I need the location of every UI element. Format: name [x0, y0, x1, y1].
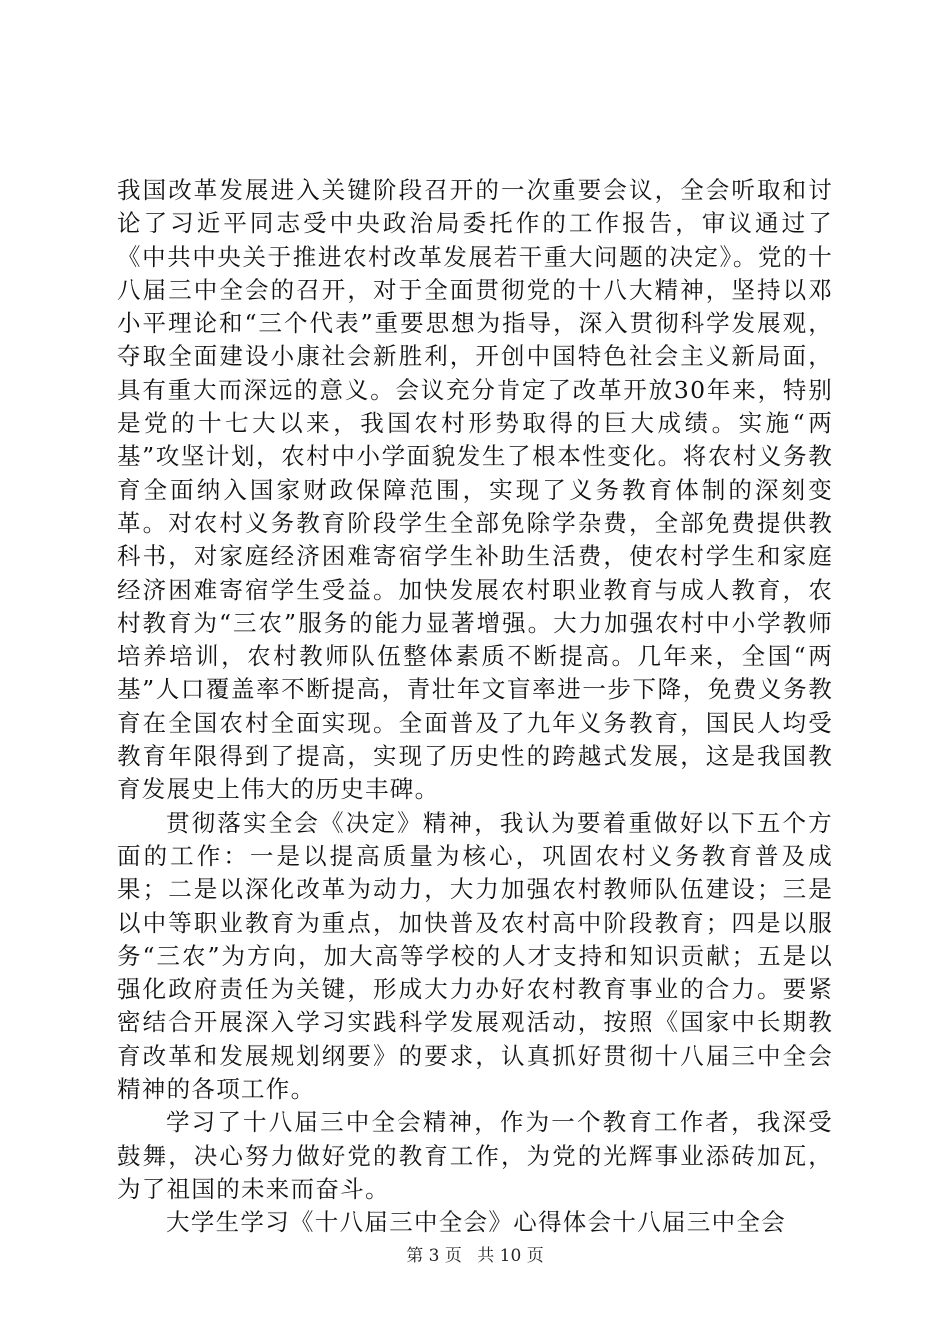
paragraph-3: 学习了十八届三中全会精神，作为一个教育工作者，我深受鼓舞，决心努力做好党的教育工作，为党的光辉事业添砖加瓦，为了祖国的未来而奋斗。 — [117, 1108, 833, 1203]
page-footer — [0, 1244, 950, 1268]
total-pages: 共 10 页 — [477, 1246, 544, 1266]
paragraph-1: 我国改革发展进入关键阶段召开的一次重要会议，全会听取和讨论了习近平同志受中央政治局委托作的工作报告，审议通过了《中共中央关于推进农村改革发展若干重大问题的决定》。党的十八届三中全会的召开，对于全面贯彻党的十八大精神，坚持以邓小平理论和“三个代表”重要思想为指导，深入贯彻科学发展观，夺取全面建设小康社会新胜利，开创中国特色社会主义新局面，具有重大而深远的意义。会议充分肯定了改革开放30年来，特别是党的十七大以来，我国农村形势取得的巨大成绩。实施“两基”攻坚计划，农村中小学面貌发生了根本性变化。将农村义务教育全面纳入国家财政保障范围，实现了义务教育体制的深刻变革。对农村义务教育阶段学生全部免除学杂费，全部免费提供教科书，对家庭经济困难寄宿学生补助生活费，使农村学生和家庭经济困难寄宿学生受益。加快发展农村职业教育与成人教育，农村教育为“三农”服务的能力显著增强。大力加强农村中小学教师培养培训，农村教师队伍整体素质不断提高。几年来，全国“两基”人口覆盖率不断提高，青壮年文盲率进一步下降，免费义务教育在全国农村全面实现。全面普及了九年义务教育，国民人均受教育年限得到了提高，实现了历史性的跨越式发展，这是我国教育发展史上伟大的历史丰碑。 — [117, 176, 833, 804]
paragraph-4: 大学生学习《十八届三中全会》心得体会十八届三中全会 — [166, 1208, 786, 1237]
page-number: 第 3 页 — [406, 1246, 462, 1266]
paragraph-2: 贯彻落实全会《决定》精神，我认为要着重做好以下五个方面的工作：一是以提高质量为核心，巩固农村义务教育普及成果；二是以深化改革为动力，大力加强农村教师队伍建设；三是以中等职业教育为重点，加快普及农村高中阶段教育；四是以服务“三农”为方向，加大高等学校的人才支持和知识贡献；五是以强化政府责任为关键，形成大力办好农村教育事业的合力。要紧密结合开展深入学习实践科学发展观活动，按照《国家中长期教育改革和发展规划纲要》的要求，认真抓好贯彻十八届三中全会精神的各项工作。 — [117, 808, 833, 1104]
document-body — [117, 174, 833, 1240]
